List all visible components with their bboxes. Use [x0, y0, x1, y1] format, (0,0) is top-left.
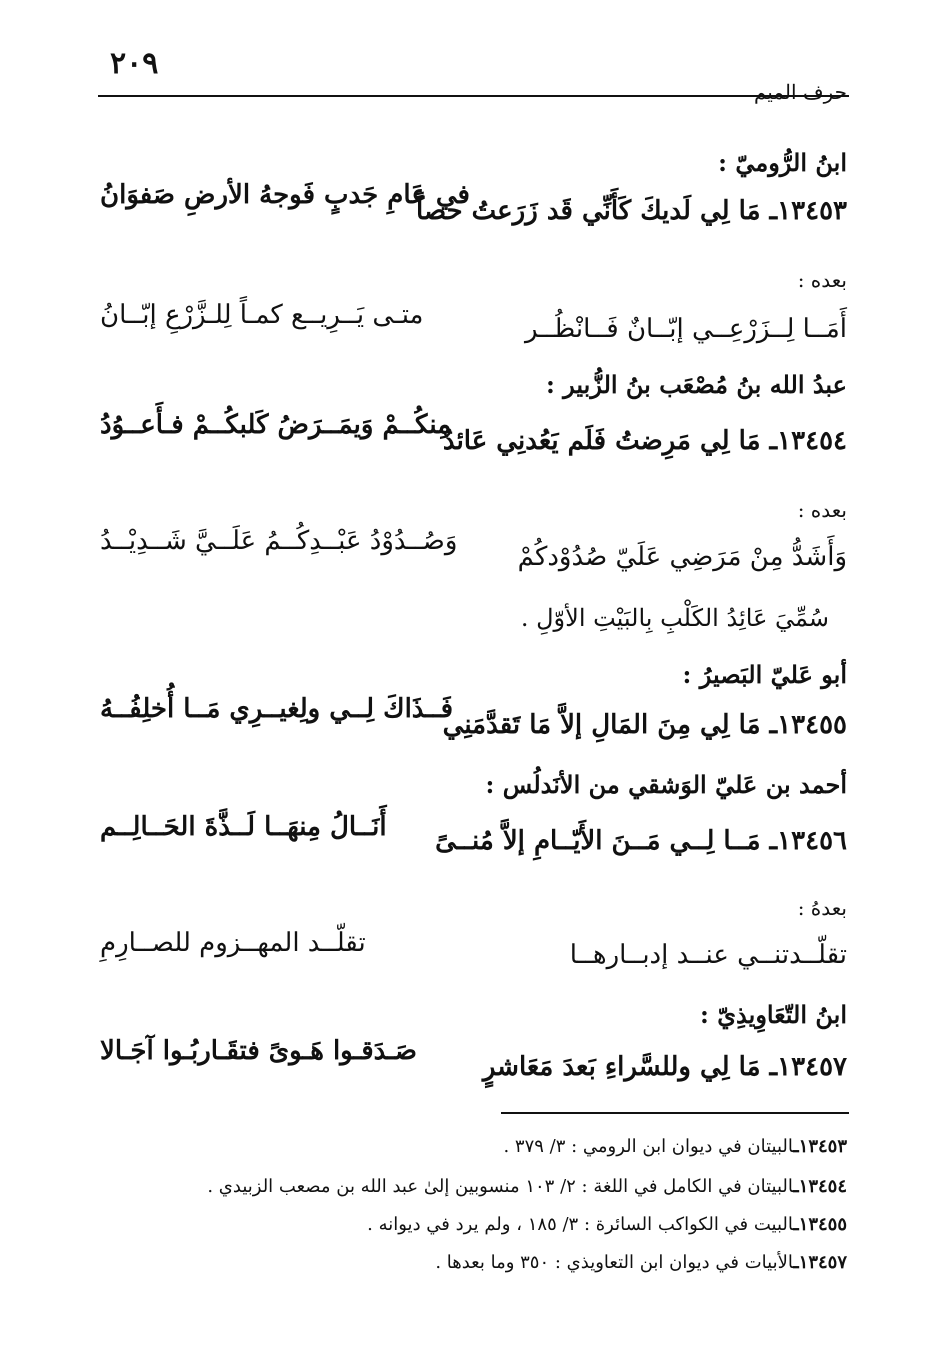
verse-hemistich-right: ١٣٤٥٦ـ مَــا لِــي مَــنَ الأَيّــامِ إلاَّ مُنــىً: [435, 826, 847, 856]
after-label: بعدهُ :: [797, 896, 847, 920]
poet-name: عبدُ الله بنُ مُصْعَب بنُ الزُّبير :: [545, 370, 847, 399]
poet-name: أبو عَليّ البَصيرُ :: [682, 660, 847, 689]
commentary-line: سُمِّيَ عَائِدُ الكَلْبِ بِالبَيْتِ الأوّلِ .: [520, 604, 829, 632]
verse-hemistich-left: مِنكُــمْ وَيمَــرَضُ كَلبكُــمْ فـأَعــوُدُ: [100, 410, 452, 440]
verse-hemistich-left: متـى يَــرِيــع كمـاً لِلـزَّرْعِ إبّــانُ: [100, 300, 424, 330]
after-label: بعده :: [797, 268, 847, 292]
verse-hemistich-right: ١٣٤٥٥ـ مَا لِي مِنَ المَالِ إلاَّ مَا تَقدَّمَنِي: [442, 710, 847, 740]
footnote-text: البيت في الكواكب السائرة : ٣/ ١٨٥ ، ولم يرد في ديوانه .: [367, 1214, 794, 1235]
footnote-rule: [501, 1112, 849, 1114]
verse-hemistich-left: تقلّــد المهــزوم للصــارِمِ: [100, 928, 366, 958]
verse-hemistich-left: أَنَــالُ مِنهَــا لَــذَّةَ الحَــالِــم: [100, 812, 387, 842]
verse-hemistich-left: وَصُــدُوْدُ عَبْــدِكُــمُ عَلَــيَّ شَــدِيْــدُ: [100, 526, 458, 556]
footnote-number: ١٣٤٥٧ـ: [793, 1252, 847, 1273]
footnote-number: ١٣٤٥٣ـ: [793, 1136, 847, 1157]
verse-hemistich-left: صَـدَقـوا هَـوىً فتقَـاربُـوا آجَـالا: [100, 1036, 418, 1066]
footnote-number: ١٣٤٥٥ـ: [793, 1214, 847, 1235]
verse-hemistich-right: ١٣٤٥٤ـ مَا لِي مَرِضتُ فَلَم يَعُدنِي عَائدٌ: [442, 426, 847, 456]
verse-hemistich-right: ١٣٤٥٣ـ مَا لِي لَديكَ كَأَنِّي قَد زَرَعتُ حصاً: [416, 196, 847, 226]
poet-name: ابنُ الرُّوميّ :: [718, 148, 847, 177]
verse-hemistich-right: وَأَشَدُّ مِنْ مَرَضِي عَلَيّ صُدُوْدكُمْ: [517, 542, 847, 572]
running-title: حرف الميم: [753, 80, 847, 104]
after-label: بعده :: [797, 498, 847, 522]
header-rule: [98, 95, 849, 97]
verse-hemistich-left: في عَامِ جَدبٍ فَوجهُ الأرضِ صَفوَانُ: [100, 180, 470, 210]
verse-hemistich-right: ١٣٤٥٧ـ مَا لِي وللسَّراءِ بَعدَ مَعَاشرٍ: [482, 1052, 847, 1082]
poet-name: ابنُ التّعَاوِيذِيّ :: [700, 1000, 847, 1029]
footnote-text: البيتان في الكامل في اللغة : ٢/ ١٠٣ منسوبين إلىٰ عبد الله بن مصعب الزبيدي .: [207, 1176, 794, 1197]
poet-name: أحمد بن عَليّ الوَشقي من الأنَدلُس :: [485, 770, 847, 799]
footnote: [367, 1214, 847, 1235]
footnote: [435, 1252, 847, 1273]
footnote-text: الأبيات في ديوان ابن التعاويذي : ٣٥٠ وما بعدها .: [435, 1252, 794, 1273]
footnote: [503, 1136, 847, 1157]
page-number: ٢٠٩: [110, 46, 159, 81]
footnote-text: البيتان في ديوان ابن الرومي : ٣/ ٣٧٩ .: [503, 1136, 794, 1157]
verse-hemistich-right: أَمَــا لِــزَرْعِــي إبّــانٌ فَــانْظُــر: [524, 314, 847, 344]
verse-hemistich-left: فَــذَاكَ لِــي ولِغيــرِي مَــا أُخلِفُــهُ: [100, 694, 454, 724]
footnote: [207, 1176, 847, 1197]
verse-hemistich-right: تقلّــدتنــي عنــد إدبــارهــا: [569, 940, 847, 970]
footnote-number: ١٣٤٥٤ـ: [793, 1176, 847, 1197]
